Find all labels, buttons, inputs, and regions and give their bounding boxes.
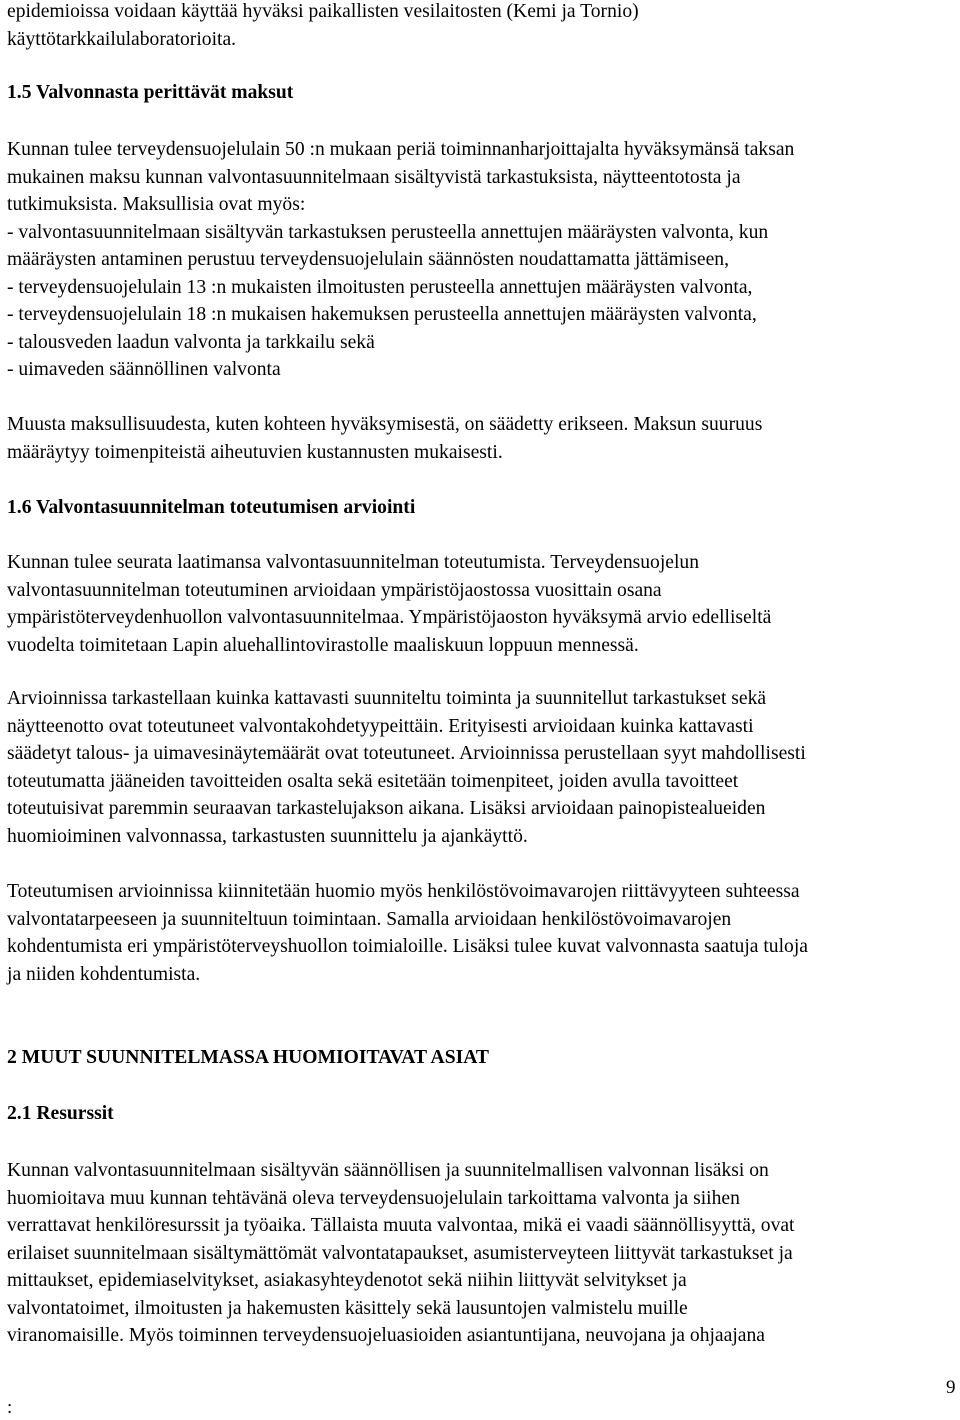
fees-paragraph-line: tutkimuksista. Maksullisia ovat myös: xyxy=(7,194,306,215)
evaluation-paragraph-line: toteutumatta jääneiden tavoitteiden osalta sekä esitetään toimenpiteet, joiden avulla tavoitteet xyxy=(7,770,739,792)
fees-paragraph-line: Kunnan tulee terveydensuojelulain 50 :n mukaan periä toiminnanharjoittajalta hyväksymänsä taksan xyxy=(7,139,795,160)
fees-paragraph-line: - uimaveden säännöllinen valvonta xyxy=(7,359,281,380)
monitoring-paragraph-line: valvontasuunnitelman toteutuminen arvioidaan ympäristöjaostossa vuosittain osana xyxy=(7,579,662,601)
resources-paragraph-line: huomioitava muu kunnan tehtävänä oleva terveydensuojelulain tarkoittama valvonta ja siihen xyxy=(7,1187,740,1209)
monitoring-paragraph-line: vuodelta toimitetaan Lapin aluehallintovirastolle maaliskuun loppuun mennessä. xyxy=(7,634,639,656)
evaluation-paragraph-line: näytteenotto ovat toteutuneet valvontakohdetyypeittäin. Erityisesti arvioidaan kuinka kattavasti xyxy=(7,715,754,737)
resources-evaluation-paragraph-line: kohdentumista eri ympäristöterveyshuollon toimialoille. Lisäksi tulee kuvat valvonnasta saatuja tuloja xyxy=(7,936,808,957)
resources-paragraph-line: viranomaisille. Myös toiminnen terveydensuojeluasioiden asiantuntijana, neuvojana ja ohjaajana xyxy=(7,1325,765,1346)
evaluation-paragraph-line: huomioiminen valvonnassa, tarkastusten suunnittelu ja ajankäyttö. xyxy=(7,825,528,847)
heading-2-1: 2.1 Resurssit xyxy=(7,1103,114,1124)
resources-evaluation-paragraph-line: ja niiden kohdentumista. xyxy=(7,963,201,985)
heading-1-6: 1.6 Valvontasuunnitelman toteutumisen arviointi xyxy=(7,497,416,518)
other-fees-paragraph-line: määräytyy toimenpiteistä aiheutuvien kustannusten mukaisesti. xyxy=(7,441,503,463)
fees-paragraph-line: mukainen maksu kunnan valvontasuunnitelmaan sisältyvistä tarkastuksista, näytteentotosta ja xyxy=(7,166,741,188)
fees-paragraph-line: - talousveden laadun valvonta ja tarkkailu sekä xyxy=(7,331,375,353)
fees-paragraph-line: - terveydensuojelulain 18 :n mukaisen hakemuksen perusteella annettujen määräysten valvonta, xyxy=(7,304,757,325)
heading-1-5: 1.5 Valvonnasta perittävät maksut xyxy=(7,82,294,103)
evaluation-paragraph-line: Arvioinnissa tarkastellaan kuinka kattavasti suunniteltu toiminta ja suunnitellut tarkastukset sekä xyxy=(7,688,767,709)
intro-paragraph-line: käyttötarkkailulaboratorioita. xyxy=(7,28,237,50)
resources-paragraph-line: verrattavat henkilöresurssit ja työaika. Tällaista muuta valvontaa, mikä ei vaadi säännöllisyyttä, ovat xyxy=(7,1215,795,1236)
footer-mark: : xyxy=(7,1397,13,1418)
other-fees-paragraph-line: Muusta maksullisuudesta, kuten kohteen hyväksymisestä, on säädetty erikseen. Maksun suuruus xyxy=(7,414,763,435)
resources-paragraph-line: valvontatoimet, ilmoitusten ja hakemusten käsittely sekä lausuntojen valmistelu muille xyxy=(7,1297,688,1319)
heading-2: 2 MUUT SUUNNITELMASSA HUOMIOITAVAT ASIAT xyxy=(7,1047,489,1068)
monitoring-paragraph-line: Kunnan tulee seurata laatimansa valvontasuunnitelman toteutumista. Terveydensuojelun xyxy=(7,552,700,573)
fees-paragraph-line: - terveydensuojelulain 13 :n mukaisten ilmoitusten perusteella annettujen määräysten valvonta, xyxy=(7,276,753,298)
evaluation-paragraph-line: säädetyt talous- ja uimavesinäytemäärät ovat toteutuneet. Arvioinnissa perustellaan syyt mahdollisesti xyxy=(7,743,806,764)
fees-paragraph-line: - valvontasuunnitelmaan sisältyvän tarkastuksen perusteella annettujen määräysten valvonta, kun xyxy=(7,221,769,243)
resources-evaluation-paragraph-line: valvontatarpeeseen ja suunniteltuun toimintaan. Samalla arvioidaan henkilöstövoimavarojen xyxy=(7,908,732,930)
intro-paragraph-line: epidemioissa voidaan käyttää hyväksi paikallisten vesilaitosten (Kemi ja Tornio) xyxy=(7,1,639,22)
fees-paragraph-line: määräysten antaminen perustuu terveydensuojelulain säännösten noudattamatta jättämiseen, xyxy=(7,249,730,270)
resources-evaluation-paragraph-line: Toteutumisen arvioinnissa kiinnitetään huomio myös henkilöstövoimavarojen riittävyyteen suhteessa xyxy=(7,881,800,902)
resources-paragraph-line: mittaukset, epidemiaselvitykset, asiakasyhteydenotot sekä niihin liittyvät selvitykset ja xyxy=(7,1270,687,1291)
evaluation-paragraph-line: toteutuisivat paremmin seuraavan tarkastelujakson aikana. Lisäksi arvioidaan painopistealueiden xyxy=(7,798,766,819)
resources-paragraph-line: Kunnan valvontasuunnitelmaan sisältyvän säännöllisen ja suunnitelmallisen valvonnan lisäksi on xyxy=(7,1160,769,1181)
monitoring-paragraph-line: ympäristöterveydenhuollon valvontasuunnitelmaa. Ympäristöjaoston hyväksymä arvio edelliseltä xyxy=(7,607,772,628)
page-number: 9 xyxy=(946,1377,956,1398)
resources-paragraph-line: erilaiset suunnitelmaan sisältymättömät valvontatapaukset, asumisterveyteen liittyvät tarkastukset ja xyxy=(7,1242,793,1264)
